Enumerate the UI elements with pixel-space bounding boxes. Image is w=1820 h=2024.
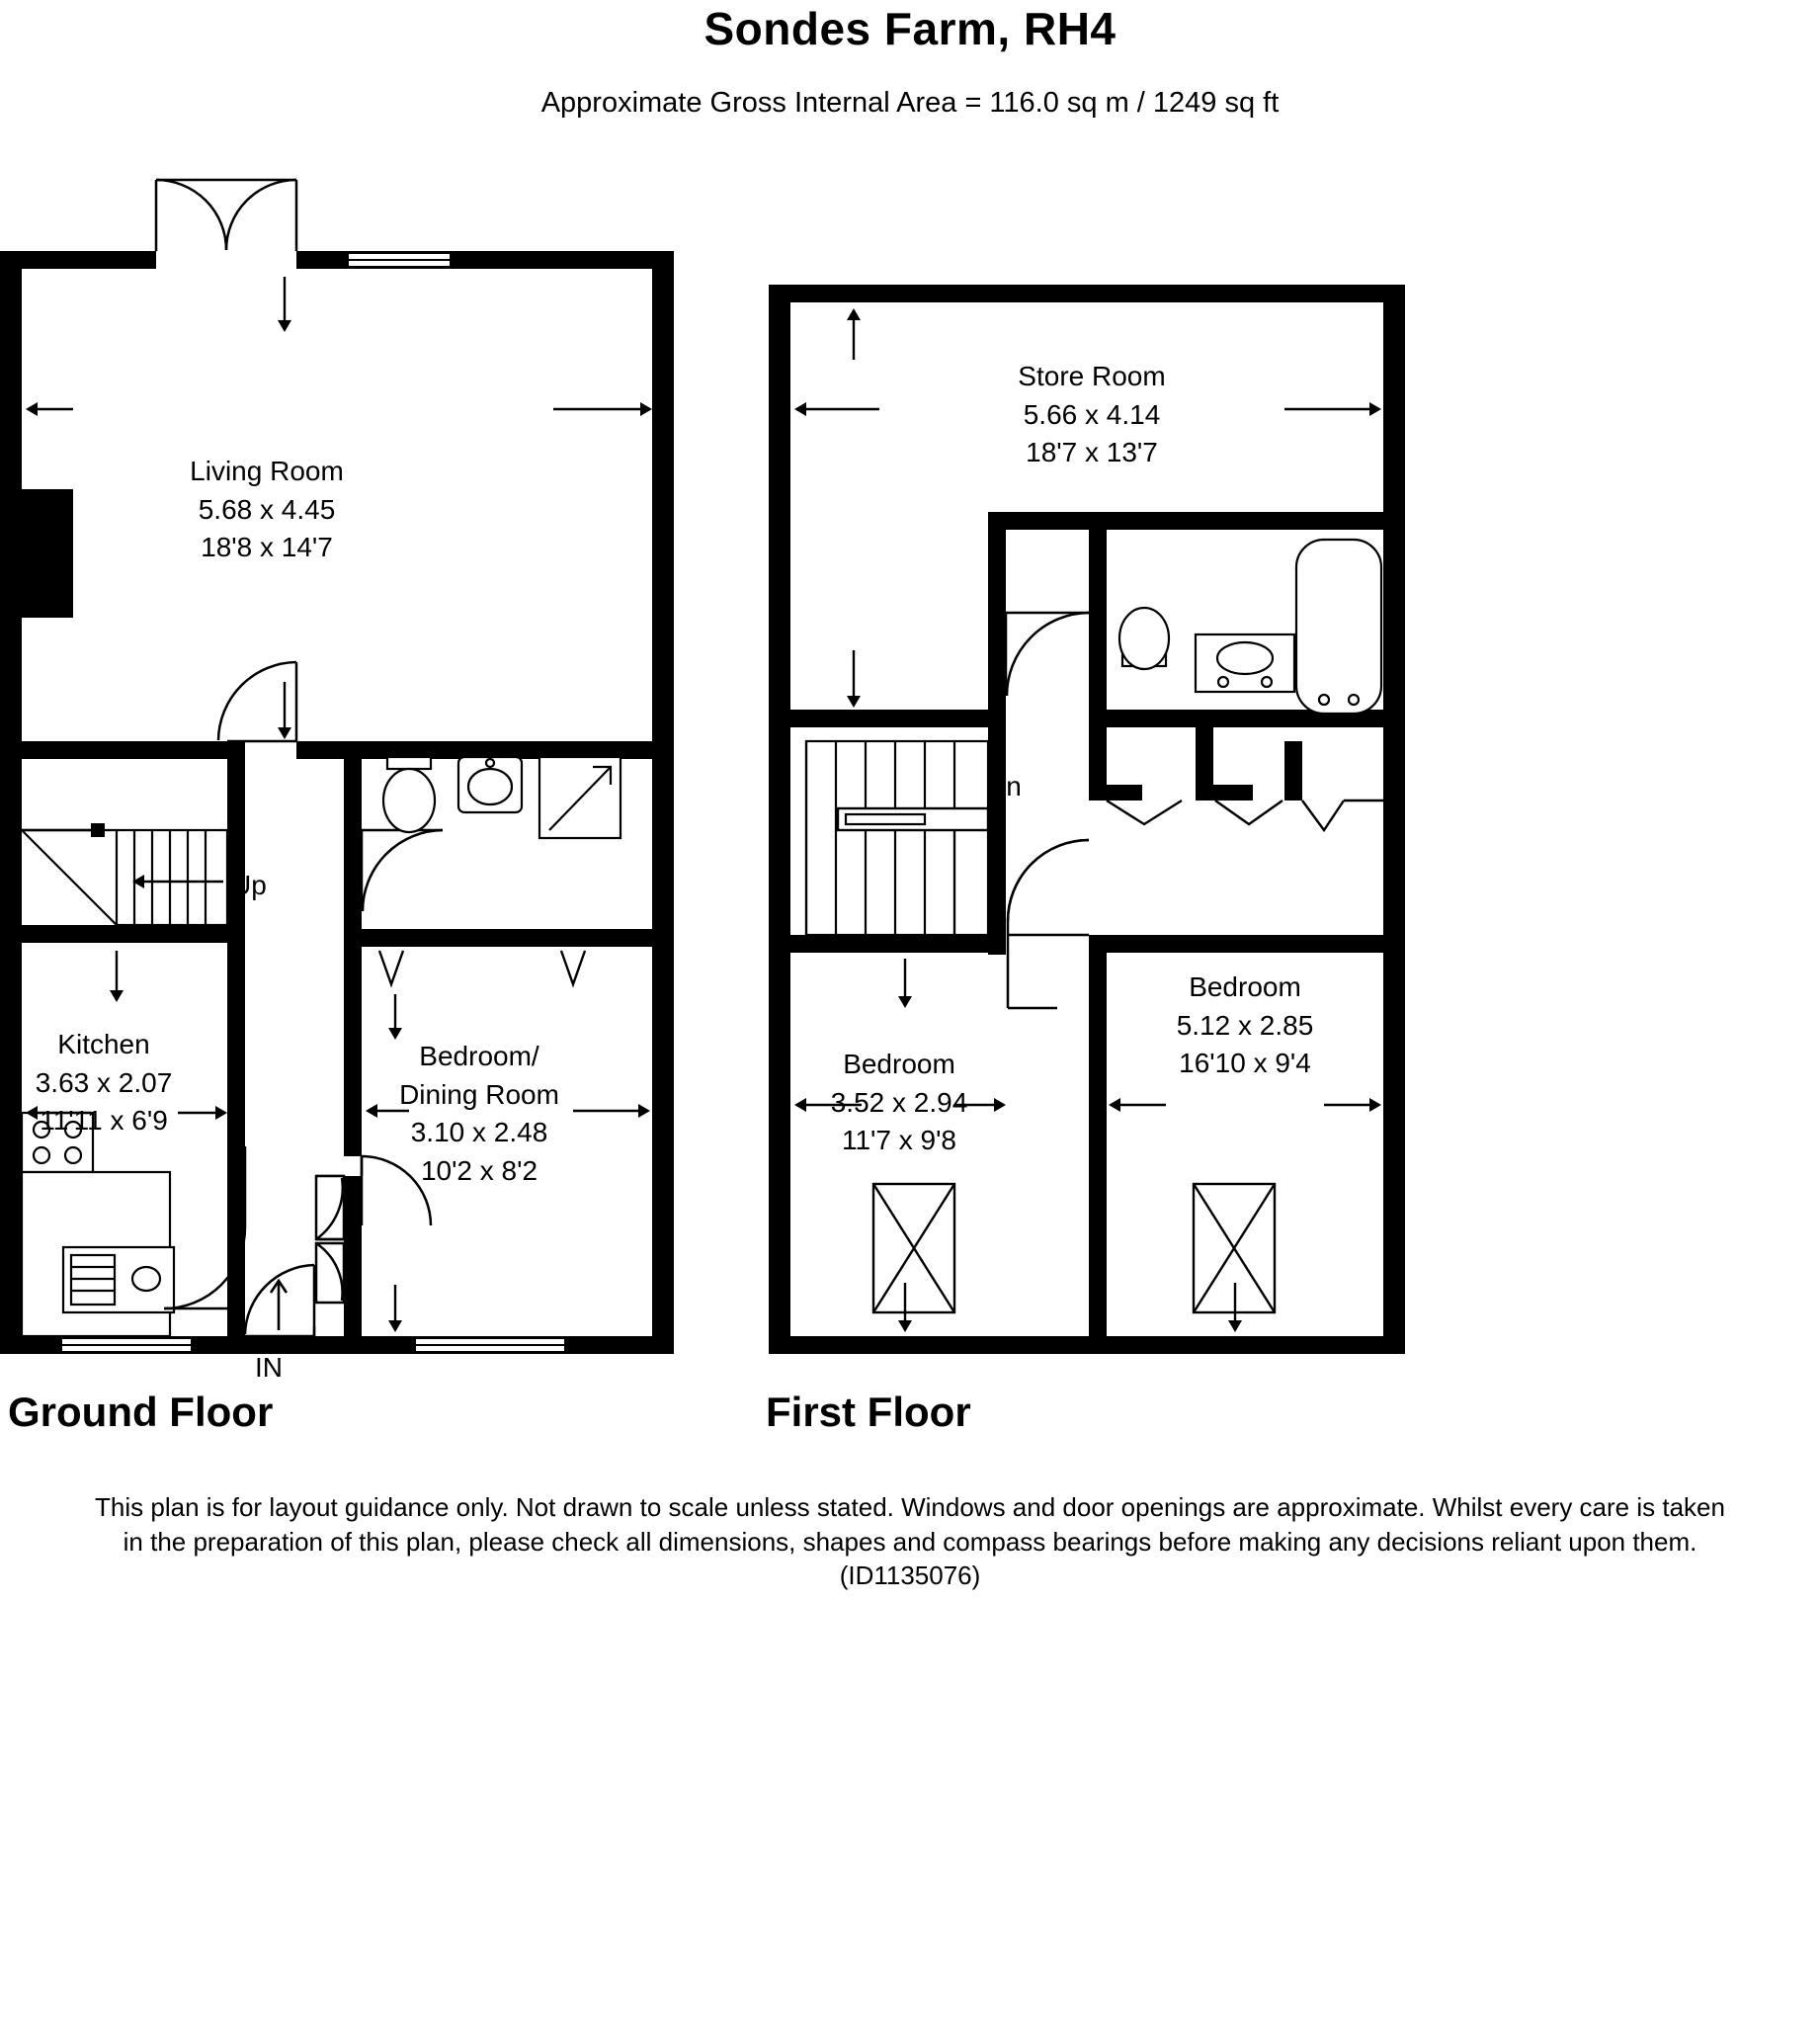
- room-name-2: Dining Room: [399, 1078, 559, 1110]
- room-imperial: 18'8 x 14'7: [201, 532, 333, 563]
- stairs-down-label: Dn: [986, 771, 1022, 801]
- room-imperial: 10'2 x 8'2: [420, 1154, 538, 1186]
- room-name: Bedroom/: [419, 1041, 539, 1071]
- room-label-store-room: [889, 358, 1294, 472]
- room-imperial: 11'11 x 6'9: [40, 1105, 168, 1137]
- disclaimer-text: This plan is for layout guidance only. Not drawn to scale unless stated. Windows and door openings are approximate. Whilst every care is taken in the preparation of this plan, please check all dimensions, shapes and compass bearings before making any decisions reliant upon them. (ID1135076): [95, 1492, 1725, 1591]
- room-imperial: 18'7 x 13'7: [1026, 437, 1158, 468]
- page-title: Sondes Farm, RH4: [703, 3, 1117, 54]
- room-name: Kitchen: [57, 1029, 150, 1059]
- room-metric: 3.10 x 2.48: [410, 1117, 548, 1148]
- ground-floor-plan: [0, 148, 692, 1384]
- room-label-bedroom-left: [751, 1046, 1047, 1160]
- room-label-kitchen: [0, 1026, 227, 1140]
- room-name: Bedroom: [1189, 971, 1301, 1002]
- room-imperial: 16'10 x 9'4: [1179, 1048, 1311, 1079]
- room-imperial: 11'7 x 9'8: [841, 1125, 957, 1156]
- entrance-label: IN: [255, 1352, 283, 1383]
- first-floor-title: First Floor: [766, 1389, 971, 1435]
- room-name: Store Room: [1018, 361, 1166, 391]
- room-label-bedroom-dining-room: [326, 1038, 632, 1191]
- area-subtitle: Approximate Gross Internal Area = 116.0 sq m / 1249 sq ft: [540, 87, 1280, 119]
- first-floor-plan: [731, 148, 1423, 1384]
- room-name: Living Room: [190, 456, 344, 486]
- room-label-bedroom-right: [1097, 969, 1393, 1083]
- first-floor-drawing: [731, 148, 1423, 1384]
- room-metric: 3.52 x 2.94: [830, 1086, 968, 1118]
- room-metric: 5.66 x 4.14: [1023, 398, 1161, 430]
- ground-floor-title: Ground Floor: [8, 1389, 274, 1435]
- room-metric: 5.12 x 2.85: [1176, 1009, 1314, 1041]
- stairs-up-label: Up: [231, 870, 267, 900]
- room-metric: 3.63 x 2.07: [35, 1066, 173, 1098]
- room-name: Bedroom: [843, 1049, 955, 1079]
- ground-floor-drawing: [0, 148, 692, 1384]
- room-metric: 5.68 x 4.45: [198, 493, 336, 525]
- room-label-living-room: [109, 453, 425, 567]
